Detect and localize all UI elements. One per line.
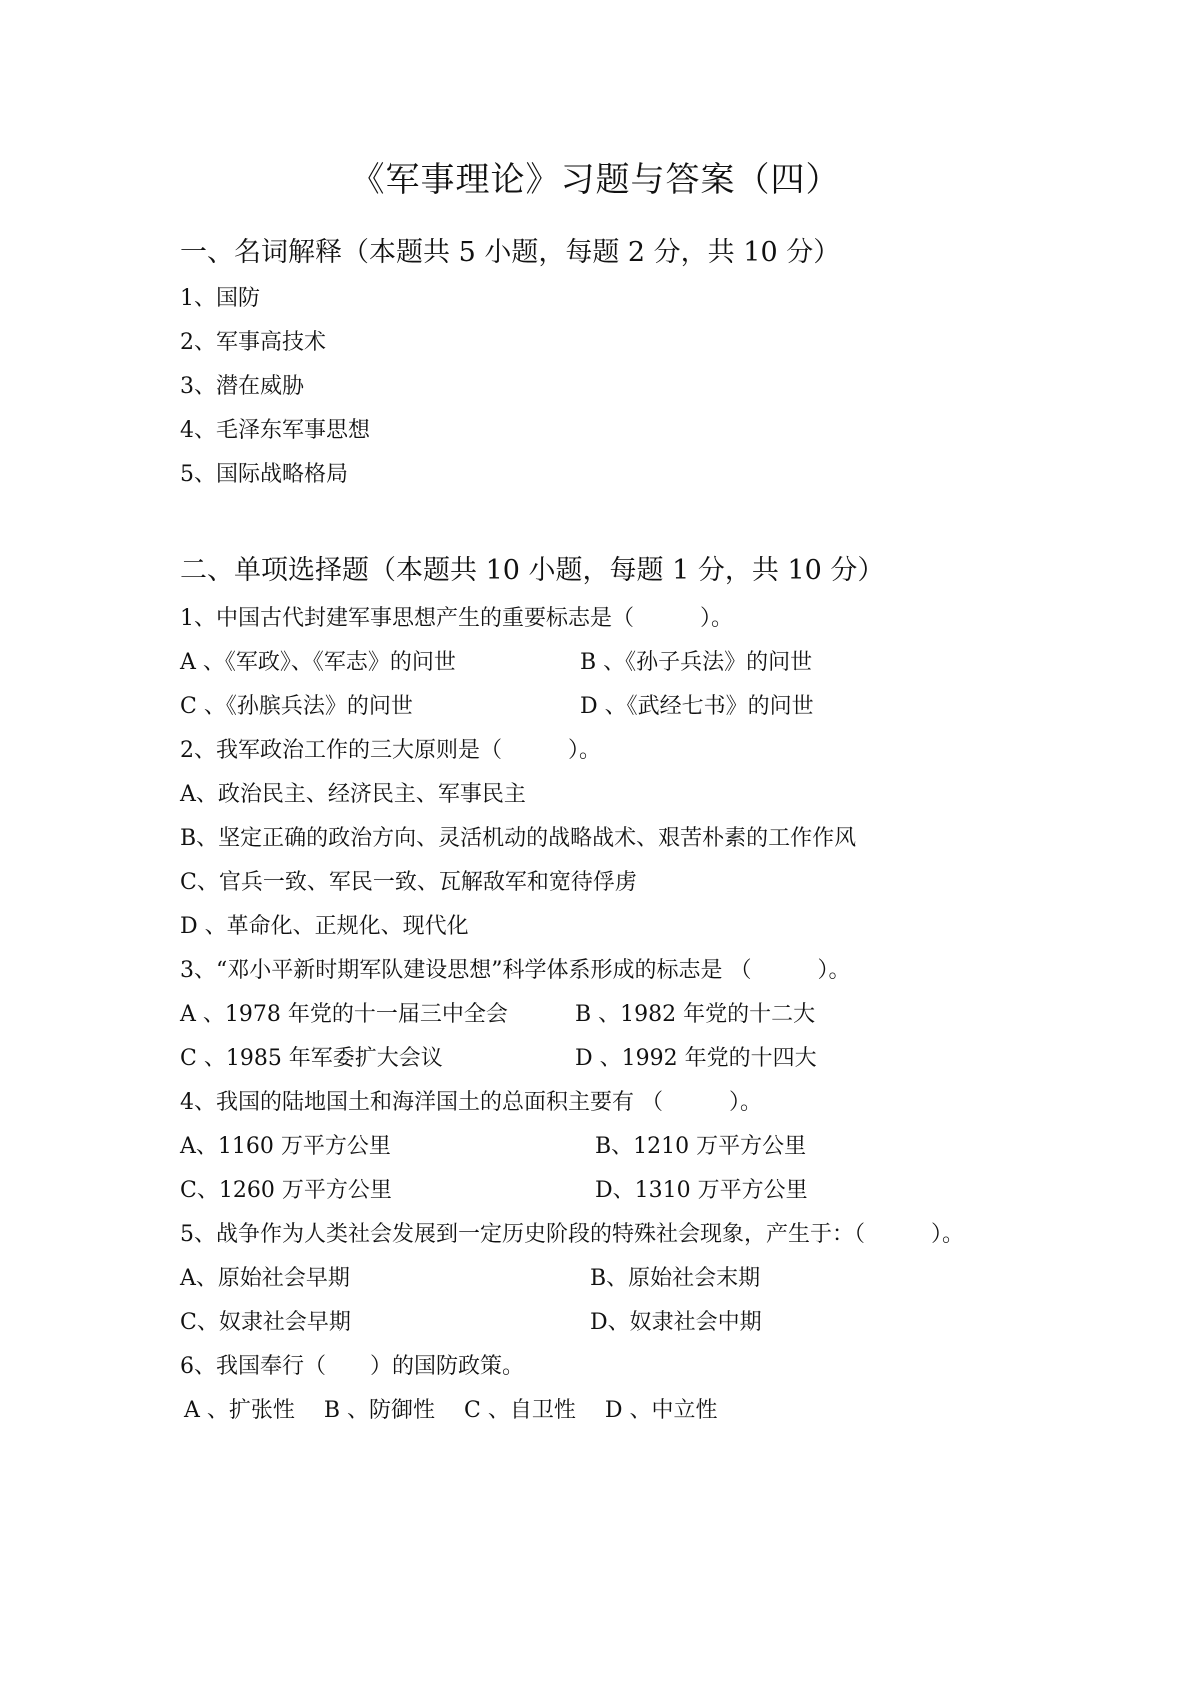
option: D、1310 万平方公里 (595, 1178, 808, 1203)
options-line: A 、扩张性 B 、防御性 C 、自卫性 D 、中立性 (184, 1398, 718, 1423)
question-stem: 1、中国古代封建军事思想产生的重要标志是（ ）。 (180, 606, 733, 631)
option: B 、《孙子兵法》的问世 (580, 650, 813, 675)
option: C 、《孙膑兵法》的问世 (180, 694, 413, 719)
term-item: 3、潜在威胁 (180, 374, 304, 399)
term-item: 5、国际战略格局 (180, 462, 348, 487)
option: B 、1982 年党的十二大 (575, 1002, 816, 1027)
option: B、原始社会末期 (590, 1266, 761, 1291)
option: D、奴隶社会中期 (590, 1310, 762, 1335)
section1-heading: 一、名词解释（本题共 5 小题，每题 2 分，共 10 分） (180, 237, 841, 268)
question-stem: 4、我国的陆地国土和海洋国土的总面积主要有 （ ）。 (180, 1090, 762, 1115)
term-item: 2、军事高技术 (180, 330, 326, 355)
option: A、原始社会早期 (180, 1266, 350, 1291)
option: A 、1978 年党的十一届三中全会 (180, 1002, 508, 1027)
option: C 、1985 年军委扩大会议 (180, 1046, 443, 1071)
option: D 、《武经七书》的问世 (580, 694, 814, 719)
option: A、1160 万平方公里 (180, 1134, 391, 1159)
option: B、1210 万平方公里 (595, 1134, 807, 1159)
option: C、1260 万平方公里 (180, 1178, 392, 1203)
option: A 、《军政》、《军志》的问世 (180, 650, 456, 675)
option: D 、革命化、正规化、现代化 (180, 914, 469, 939)
option: C、官兵一致、军民一致、瓦解敌军和宽待俘虏 (180, 870, 637, 895)
question-stem: 6、我国奉行（ ）的国防政策。 (180, 1354, 524, 1379)
term-item: 1、国防 (180, 286, 260, 311)
document-title: 《军事理论》习题与答案（四） (350, 160, 841, 200)
term-item: 4、毛泽东军事思想 (180, 418, 370, 443)
question-stem: 2、我军政治工作的三大原则是（ ）。 (180, 738, 601, 763)
option: B、坚定正确的政治方向、灵活机动的战略战术、艰苦朴素的工作作风 (180, 826, 857, 851)
section2-heading: 二、单项选择题（本题共 10 小题，每题 1 分，共 10 分） (180, 555, 885, 586)
option: C、奴隶社会早期 (180, 1310, 351, 1335)
option: D 、1992 年党的十四大 (575, 1046, 817, 1071)
option: A、政治民主、经济民主、军事民主 (180, 782, 526, 807)
question-stem: 3、“邓小平新时期军队建设思想”科学体系形成的标志是 （ ）。 (180, 958, 851, 983)
question-stem: 5、战争作为人类社会发展到一定历史阶段的特殊社会现象，产生于：（ ）。 (180, 1222, 964, 1247)
